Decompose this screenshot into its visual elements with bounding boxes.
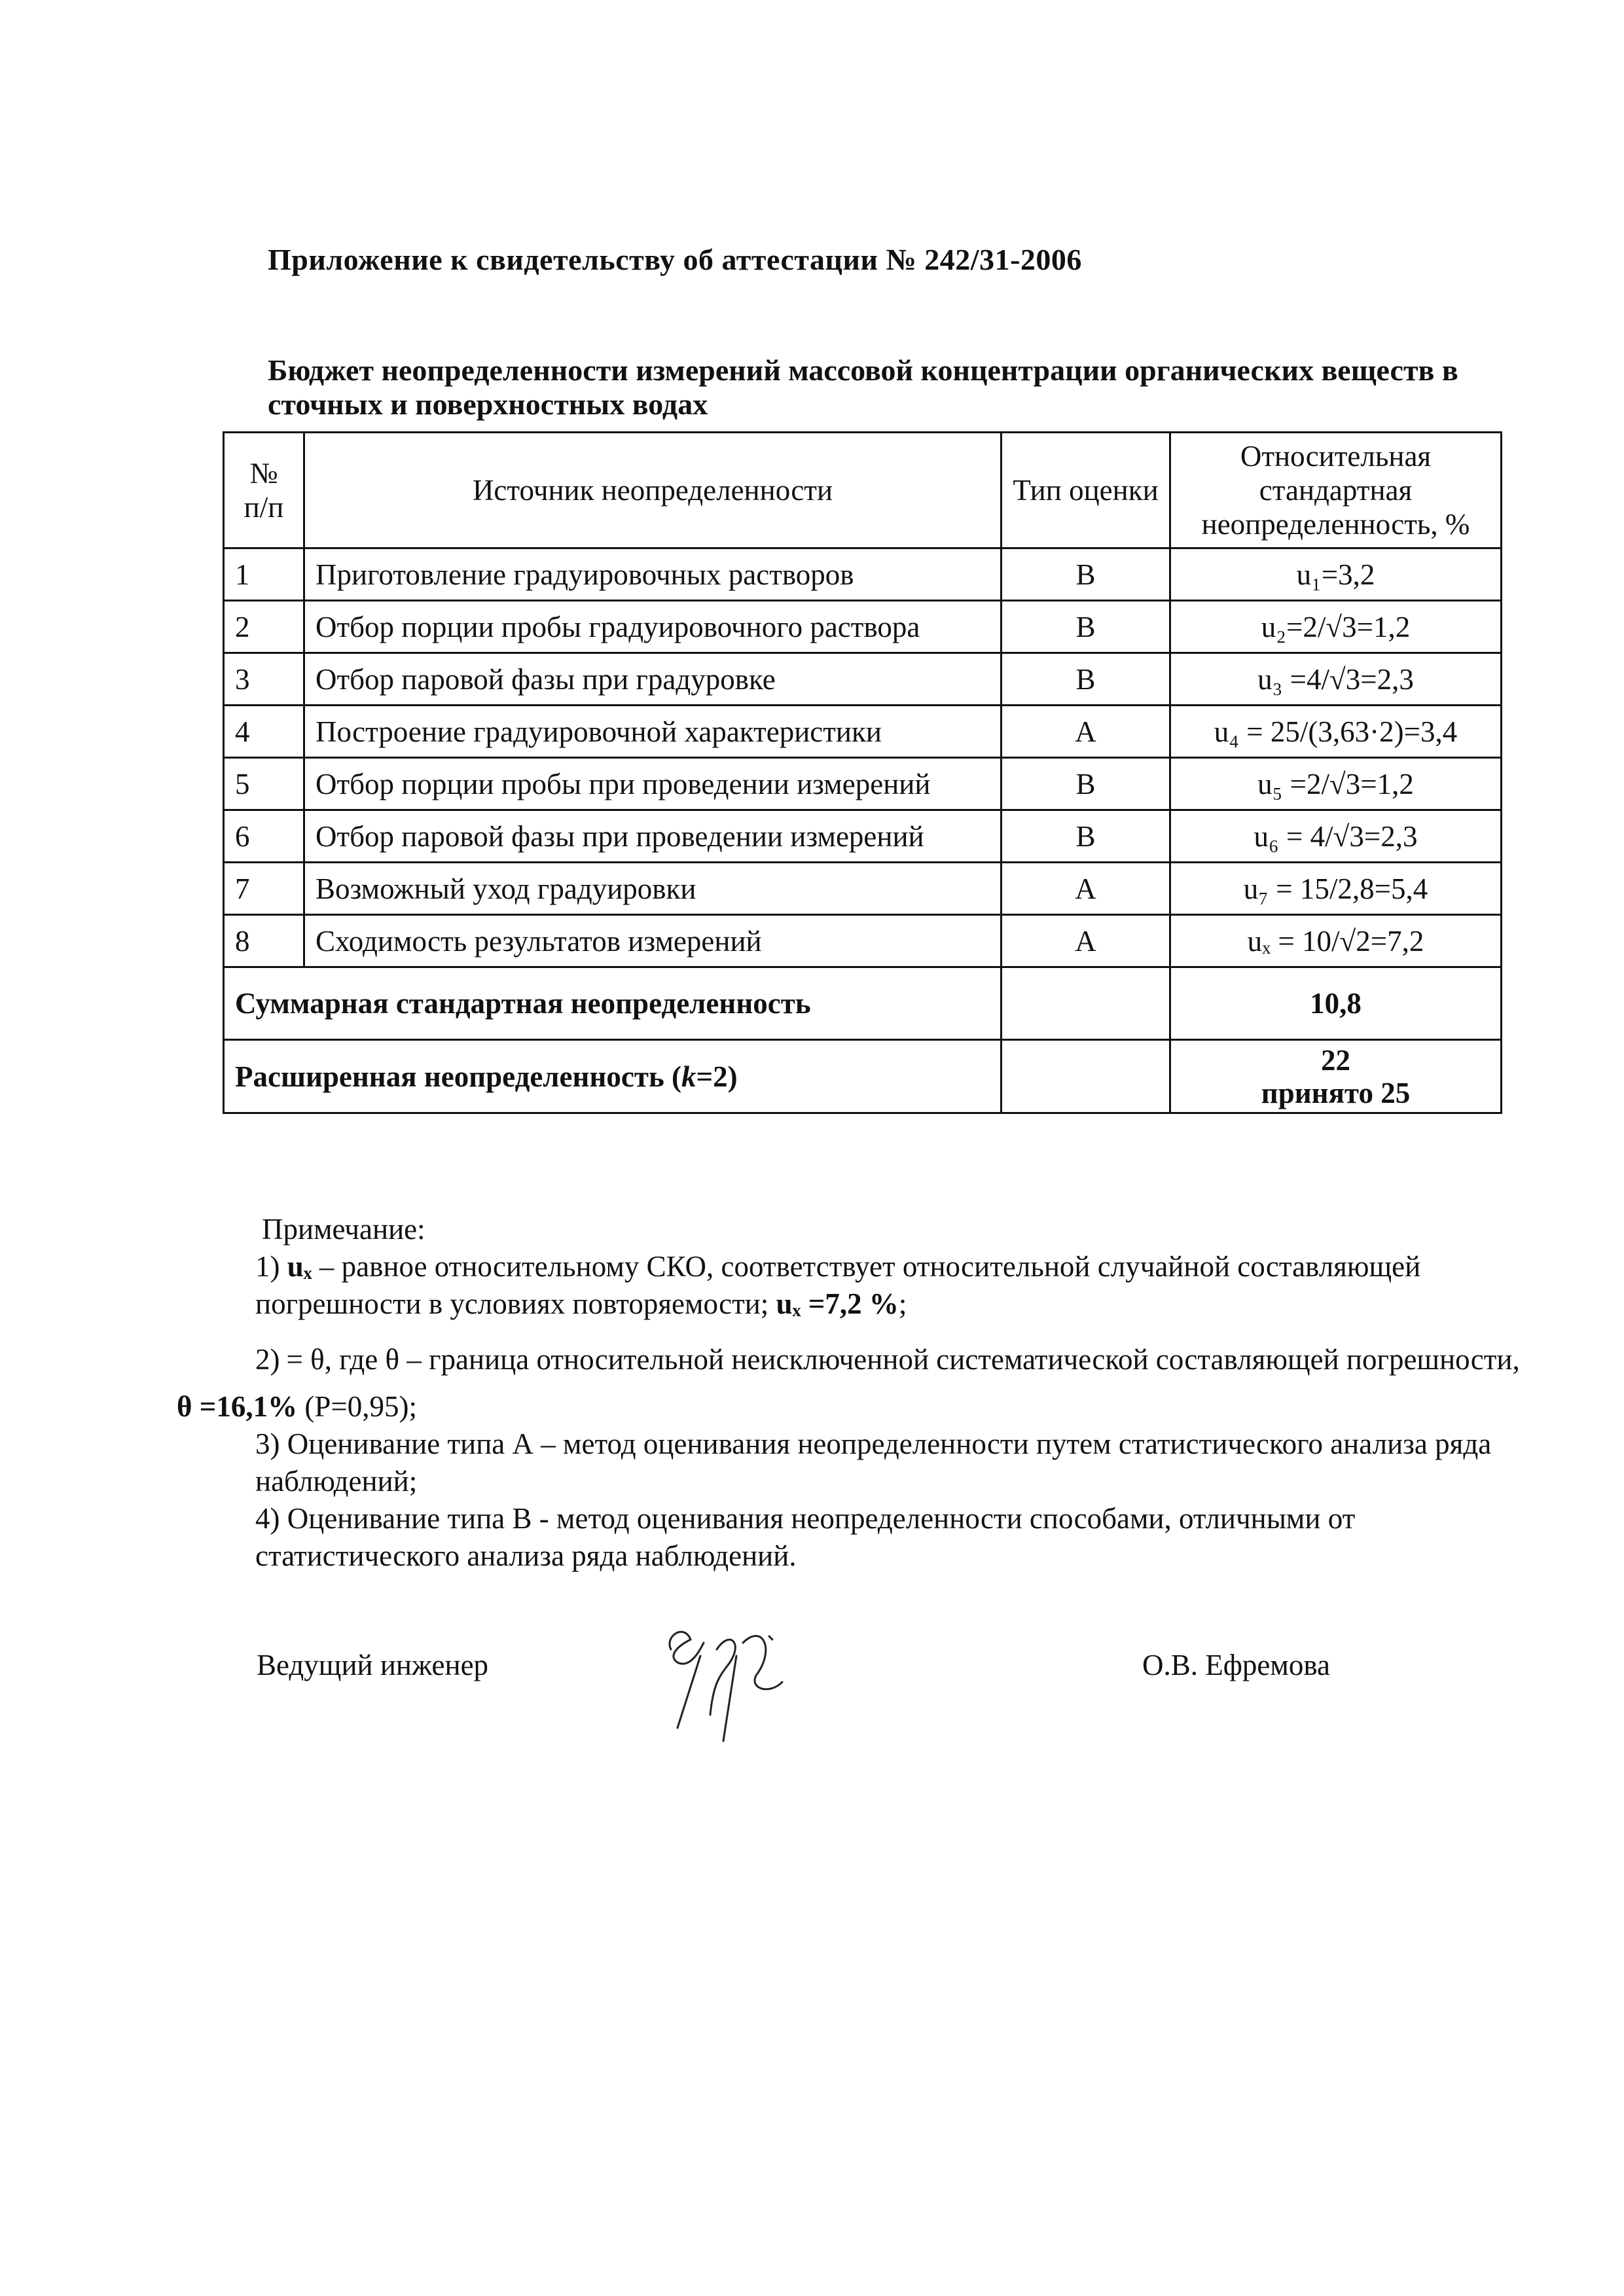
row-num: 7 xyxy=(224,863,304,915)
table-row xyxy=(224,915,1502,967)
row-uncertainty: u₃ =4/√3=2,3 xyxy=(1170,653,1502,706)
table-row xyxy=(224,548,1502,601)
row-type: A xyxy=(1001,863,1170,915)
expanded-label: Расширенная неопределенность (k=2) xyxy=(224,1040,1001,1113)
summary-label: Суммарная стандартная неопределенность xyxy=(224,967,1001,1040)
table-row xyxy=(224,653,1502,706)
row-uncertainty: u₂=2/√3=1,2 xyxy=(1170,601,1502,653)
note-1: 1) uₓ – равное относительному СКО, соответствует относительной случайной составляющей погрешности в условиях повторяемости; uₓ =7,2 %; xyxy=(255,1250,1421,1320)
notes-section xyxy=(177,1211,1520,1575)
table-row xyxy=(224,601,1502,653)
table-row xyxy=(224,706,1502,758)
row-type: B xyxy=(1001,548,1170,601)
row-uncertainty: uₓ = 10/√2=7,2 xyxy=(1170,915,1502,967)
row-uncertainty: u₁=3,2 xyxy=(1170,548,1502,601)
note-3: 3) Оценивание типа А – метод оценивания неопределенности путем статистического анализа ряда наблюдений; xyxy=(255,1427,1492,1498)
row-type: A xyxy=(1001,915,1170,967)
row-source: Отбор порции пробы при проведении измерений xyxy=(304,758,1001,810)
row-num: 6 xyxy=(224,810,304,863)
table-header-row xyxy=(224,433,1502,548)
col-header-uncertainty: Относительная стандартная неопределенность, % xyxy=(1170,433,1502,548)
row-uncertainty: u₇ = 15/2,8=5,4 xyxy=(1170,863,1502,915)
row-source: Приготовление градуировочных растворов xyxy=(304,548,1001,601)
row-uncertainty: u₄ = 25/(3,63·2)=3,4 xyxy=(1170,706,1502,758)
table-row xyxy=(224,863,1502,915)
note-2-continuation: θ =16,1% (Р=0,95); xyxy=(177,1390,418,1423)
row-num: 5 xyxy=(224,758,304,810)
uncertainty-budget-table xyxy=(223,431,1502,1114)
row-source: Возможный уход градуировки xyxy=(304,863,1001,915)
summary-value: 10,8 xyxy=(1170,967,1502,1040)
note-4: 4) Оценивание типа В - метод оценивания неопределенности способами, отличными от статистического анализа ряда наблюдений. xyxy=(255,1502,1356,1572)
summary-row xyxy=(224,967,1502,1040)
signature-role: Ведущий инженер xyxy=(257,1649,489,1681)
note-2-formula-line: 2) = θ, где θ – граница относительной неисключенной систематической составляющей погрешности, xyxy=(177,1332,1506,1387)
row-type: B xyxy=(1001,810,1170,863)
row-uncertainty: u₅ =2/√3=1,2 xyxy=(1170,758,1502,810)
expanded-value: 22 принято 25 xyxy=(1170,1040,1502,1113)
k-symbol: k xyxy=(681,1060,696,1093)
row-type: B xyxy=(1001,758,1170,810)
row-source: Отбор паровой фазы при градуровке xyxy=(304,653,1001,706)
document-title: Приложение к свидетельству об аттестации № 242/31-2006 xyxy=(268,243,1082,276)
notes-heading: Примечание: xyxy=(262,1213,425,1246)
accepted-value: принято 25 xyxy=(1261,1076,1411,1109)
row-source: Сходимость результатов измерений xyxy=(304,915,1001,967)
row-uncertainty: u₆ = 4/√3=2,3 xyxy=(1170,810,1502,863)
row-type: B xyxy=(1001,653,1170,706)
col-header-type: Тип оценки xyxy=(1001,433,1170,548)
expanded-row xyxy=(224,1040,1502,1113)
row-num: 3 xyxy=(224,653,304,706)
handwritten-signature xyxy=(638,1610,808,1764)
row-type: A xyxy=(1001,706,1170,758)
summary-type-cell xyxy=(1001,967,1170,1040)
table-row xyxy=(224,810,1502,863)
row-source: Отбор порции пробы градуировочного раствора xyxy=(304,601,1001,653)
table-caption: Бюджет неопределенности измерений массовой концентрации органических веществ в сточных и поверхностных водах xyxy=(268,353,1458,421)
table-row xyxy=(224,758,1502,810)
col-header-num: № п/п xyxy=(224,433,304,548)
row-source: Отбор паровой фазы при проведении измерений xyxy=(304,810,1001,863)
row-num: 2 xyxy=(224,601,304,653)
col-header-source: Источник неопределенности xyxy=(304,433,1001,548)
row-num: 1 xyxy=(224,548,304,601)
row-num: 8 xyxy=(224,915,304,967)
row-num: 4 xyxy=(224,706,304,758)
row-type: B xyxy=(1001,601,1170,653)
row-source: Построение градуировочной характеристики xyxy=(304,706,1001,758)
signature-name: О.В. Ефремова xyxy=(1142,1649,1330,1681)
expanded-type-cell xyxy=(1001,1040,1170,1113)
